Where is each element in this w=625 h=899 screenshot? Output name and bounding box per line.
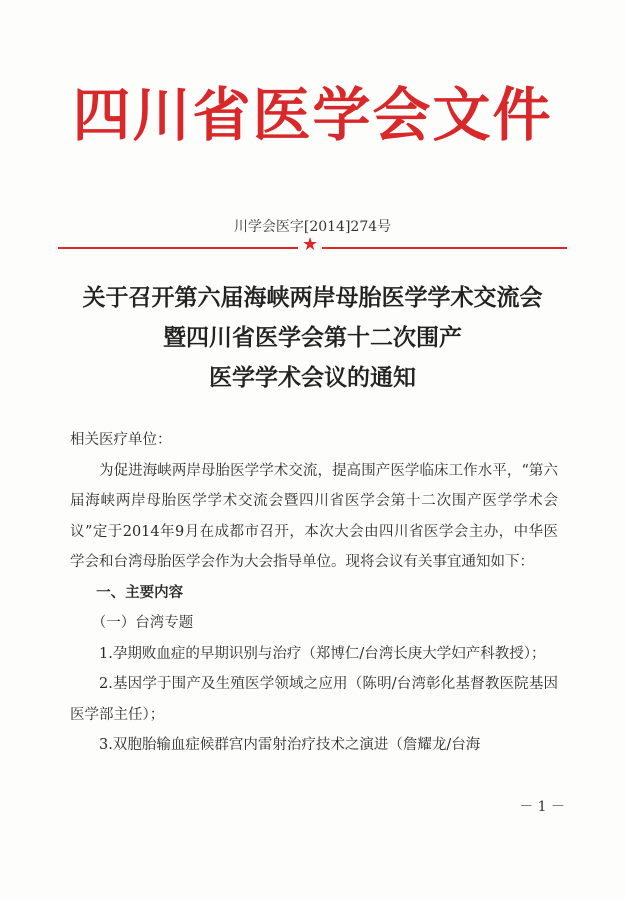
document-number: 川学会医字[2014]274号 xyxy=(233,219,392,235)
list-item-3: 3.双胞胎输血症候群宫内雷射治疗技术之演进（詹耀龙/台海 xyxy=(99,737,481,753)
list-item-1: 1.孕期败血症的早期识别与治疗（郑博仁/台湾长庚大学妇产科教授）； xyxy=(99,645,546,662)
notice-title-line-2: 暨四川省医学会第十二次围产 xyxy=(163,324,462,351)
page-number: － 1 － xyxy=(519,799,565,815)
notice-title-line-1: 关于召开第六届海峡两岸母胎医学学术交流会 xyxy=(82,284,543,311)
section-heading-main-content: 一、主要内容 xyxy=(96,584,184,601)
red-rule-left xyxy=(58,247,298,249)
masthead-title: 四川省医学会文件 xyxy=(72,81,553,149)
red-rule-right xyxy=(322,247,567,249)
star-icon: ★ xyxy=(302,234,319,255)
salutation: 相关医疗单位： xyxy=(70,432,172,448)
notice-title-line-3: 医学学术会议的通知 xyxy=(209,364,416,391)
intro-paragraph: 为促进海峡两岸母胎医学学术交流，提高围产医学临床工作水平，“第六届海峡两岸母胎医学学术交流会暨四川省医学会第十二次围产医学学术会议”定于2014年9月在成都市召开，本次大会由四川省医学会主办，中华医学会和台湾母胎医学会作为大会指导单位。现将会议有关事宜通知如下： xyxy=(70,462,558,570)
notice-body xyxy=(70,425,558,761)
list-item-2: 2.基因学于围产及生殖医学领域之应用（陈明/台湾彰化基督教医院基因医学部主任）； xyxy=(70,676,558,723)
subsection-heading-taiwan: （一）台湾专题 xyxy=(91,615,194,631)
